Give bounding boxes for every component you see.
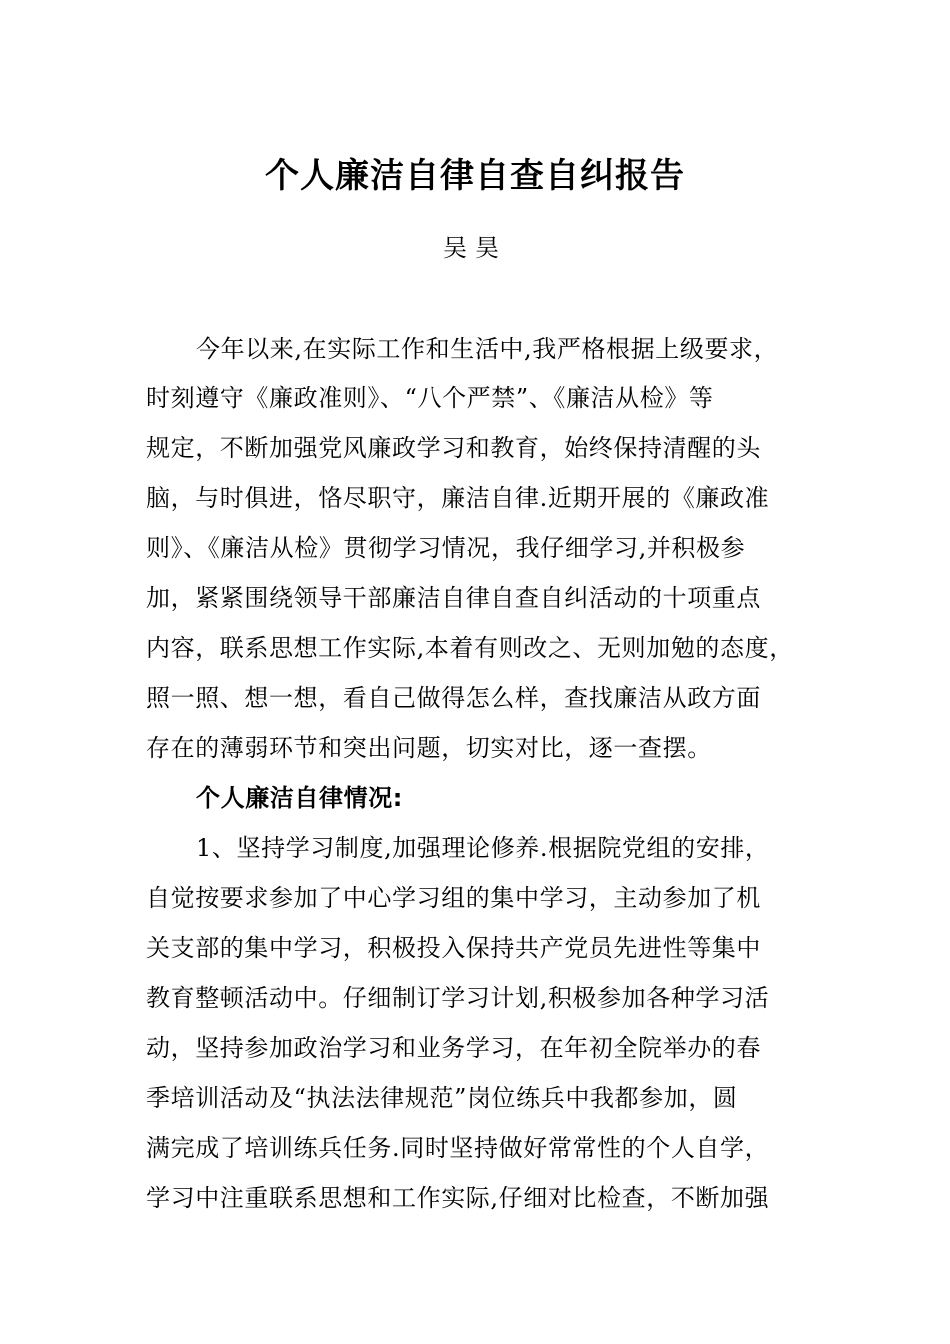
paragraph-line: 动，坚持参加政治学习和业务学习，在年初全院举办的春 xyxy=(146,1034,761,1062)
paragraph-line: 照一照、想一想，看自己做得怎么样，查找廉洁从政方面 xyxy=(146,684,761,712)
paragraph-line: 学习中注重联系思想和工作实际,仔细对比检查，不断加强 xyxy=(146,1184,770,1212)
paragraph-line: 1、坚持学习制度,加强理论修养.根据院党组的安排， xyxy=(196,834,770,862)
paragraph-line: 脑，与时俱进，恪尽职守，廉洁自律.近期开展的《廉政准 xyxy=(146,484,770,512)
paragraph-line: 季培训活动及“执法法律规范”岗位练兵中我都参加，圆 xyxy=(146,1084,738,1112)
paragraph-line: 今年以来,在实际工作和生活中,我严格根据上级要求， xyxy=(196,335,779,363)
author-name: 吴昊 xyxy=(443,234,507,262)
paragraph-line: 时刻遵守《廉政准则》、“八个严禁”、《廉洁从检》等 xyxy=(146,384,714,412)
paragraph-line: 教育整顿活动中。仔细制订学习计划,积极参加各种学习活 xyxy=(146,984,770,1012)
paragraph-line: 存在的薄弱环节和突出问题，切实对比，逐一查摆。 xyxy=(146,734,712,762)
paragraph-line: 内容，联系思想工作实际,本着有则改之、无则加勉的态度， xyxy=(146,634,794,662)
document-title: 个人廉洁自律自查自纠报告 xyxy=(265,156,685,196)
paragraph-line: 自觉按要求参加了中心学习组的集中学习，主动参加了机 xyxy=(146,884,761,912)
paragraph-line: 规定，不断加强党风廉政学习和教育，始终保持清醒的头 xyxy=(146,434,761,462)
section-heading: 个人廉洁自律情况: xyxy=(196,784,403,812)
paragraph-line: 关支部的集中学习，积极投入保持共产党员先进性等集中 xyxy=(146,934,761,962)
paragraph-line: 则》、《廉洁从检》贯彻学习情况，我仔细学习,并积极参 xyxy=(146,534,746,562)
paragraph-line: 加，紧紧围绕领导干部廉洁自律自查自纠活动的十项重点 xyxy=(146,584,761,612)
paragraph-line: 满完成了培训练兵任务.同时坚持做好常常性的个人自学， xyxy=(146,1134,770,1162)
